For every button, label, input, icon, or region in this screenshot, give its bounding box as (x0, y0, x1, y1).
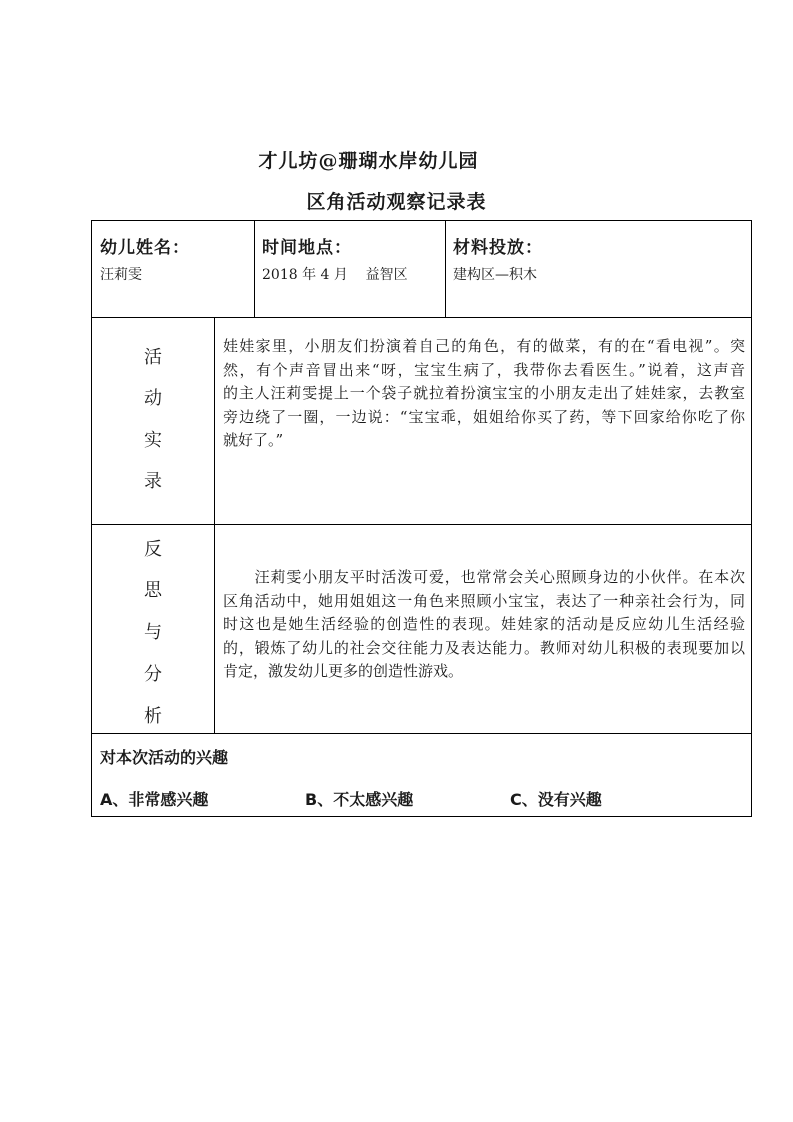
record-label (92, 317, 214, 524)
record-label-char: 活 (144, 347, 162, 368)
record-label-char: 实 (144, 430, 162, 451)
interest-option-b: B、不太感兴趣 (305, 790, 414, 809)
reflection-label (92, 524, 214, 733)
interest-option-a: A、非常感兴趣 (100, 790, 209, 809)
reflection-line: 肯定，激发幼儿更多的创造性游戏。 (223, 662, 464, 680)
reflection-text (223, 566, 745, 684)
time-place-label: 时间地点： (262, 238, 352, 258)
record-label-char: 录 (144, 471, 162, 492)
material-value: 建构区—积木 (453, 267, 537, 283)
interest-title: 对本次活动的兴趣 (100, 748, 229, 767)
time-place-value: 2018 年 4 月 益智区 (262, 267, 408, 283)
child-name-value: 汪莉雯 (100, 267, 142, 283)
row-divider (92, 733, 751, 734)
school-name: 才儿坊@珊瑚水岸幼儿园 (258, 150, 479, 172)
record-line: 旁边绕了一圈，一边说：“宝宝乖，姐姐给你买了药，等下回家给你吃了你 (223, 407, 745, 426)
record-line: 然，有个声音冒出来“呀，宝宝生病了，我带你去看医生。”说着，这声音 (223, 360, 745, 379)
reflection-line: 的，锻炼了幼儿的社会交往能力及表达能力。教师对幼儿积极的表现要加以 (223, 638, 745, 657)
record-line: 的主人汪莉雯提上一个袋子就拉着扮演宝宝的小朋友走出了娃娃家，去教室 (223, 384, 745, 402)
column-divider (214, 317, 215, 733)
record-line: 就好了。” (223, 431, 284, 449)
record-line: 娃娃家里，小朋友们扮演着自己的角色，有的做菜，有的在“看电视”。突 (223, 337, 745, 355)
reflection-line: 汪莉雯小朋友平时活泼可爱，也常常会关心照顾身边的小伙伴。在本次 (223, 568, 745, 586)
reflection-label-char: 析 (144, 706, 162, 727)
column-divider (254, 221, 255, 317)
reflection-line: 时这也是她生活经验的创造性的表现。娃娃家的活动是反应幼儿生活经验 (223, 615, 745, 633)
reflection-line: 区角活动中，她用姐姐这一角色来照顾小宝宝，表达了一种亲社会行为，同 (223, 591, 745, 610)
observation-table (91, 220, 752, 817)
child-name-label: 幼儿姓名： (100, 238, 190, 258)
interest-option-c: C、没有兴趣 (510, 790, 602, 809)
record-text (223, 335, 745, 453)
material-label: 材料投放： (453, 238, 543, 258)
reflection-label-char: 与 (144, 622, 162, 643)
column-divider (445, 221, 446, 317)
reflection-label-char: 思 (144, 580, 162, 601)
record-label-char: 动 (144, 388, 162, 409)
reflection-label-char: 反 (144, 539, 162, 560)
form-title: 区角活动观察记录表 (306, 191, 487, 213)
reflection-label-char: 分 (144, 664, 162, 685)
